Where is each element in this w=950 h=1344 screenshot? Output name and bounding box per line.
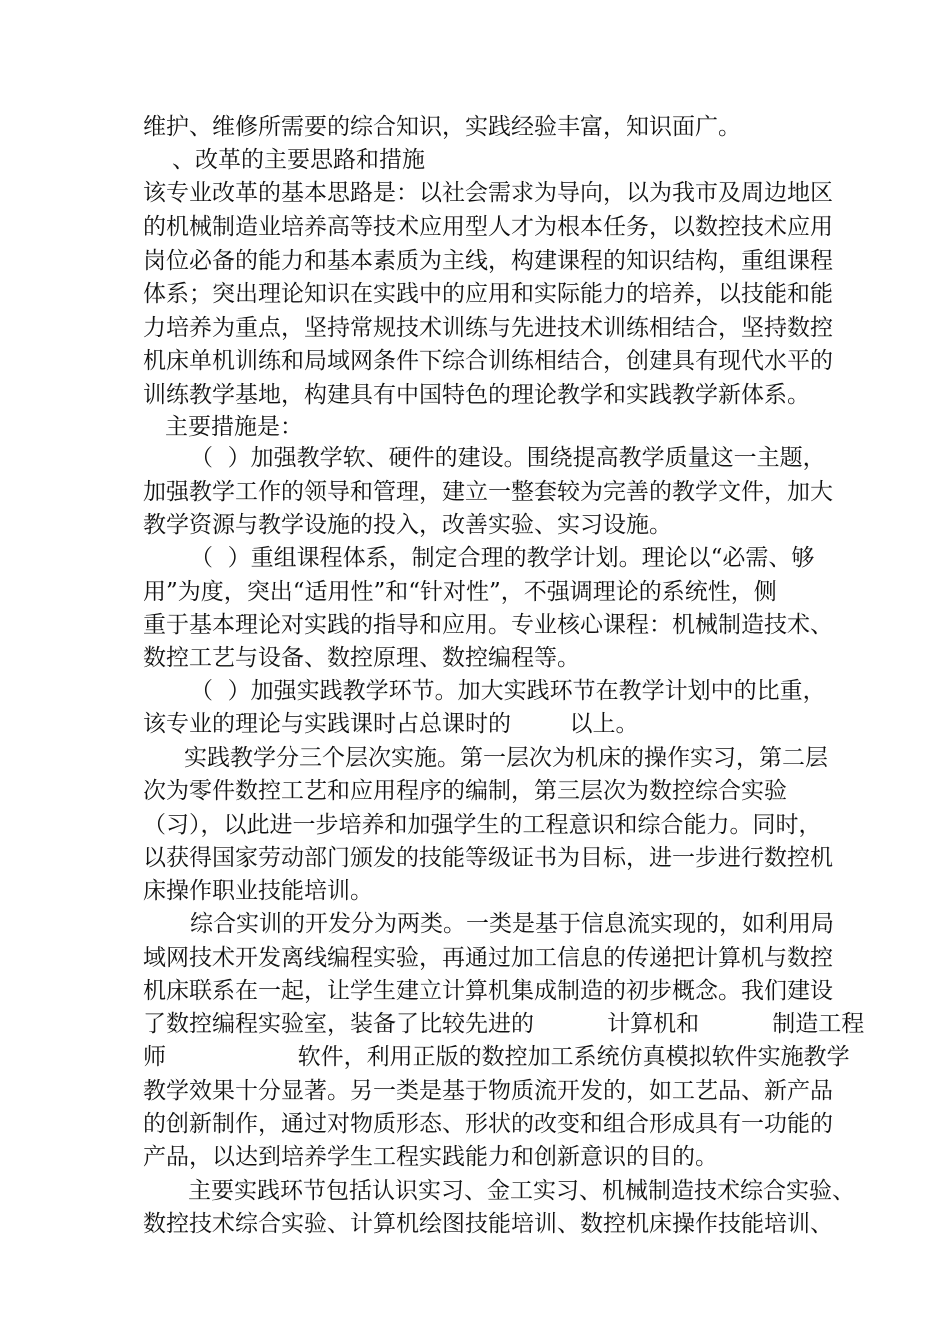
text-line: 加强教学工作的领导和管理，建立一整套较为完善的教学文件，加大 (143, 479, 833, 505)
text-line: 主要实践环节包括认识实习、金工实习、机械制造技术综合实验、 (188, 1178, 855, 1204)
text-line: 岗位必备的能力和基本素质为主线，构建课程的知识结构，重组课程 (143, 248, 833, 274)
text-line: 以获得国家劳动部门颁发的技能等级证书为目标，进一步进行数控机 (143, 845, 833, 871)
text-line: 域网技术开发离线编程实验，再通过加工信息的传递把计算机与数控 (143, 945, 833, 971)
text-line: （ ）加强教学软、硬件的建设。围绕提高教学质量这一主题， (190, 445, 826, 471)
text-line: 主要措施是： (165, 414, 303, 440)
text-line: （ ）加强实践教学环节。加大实践环节在教学计划中的比重， (190, 678, 826, 704)
text-line: 体系；突出理论知识在实践中的应用和实际能力的培养，以技能和能 (143, 281, 833, 307)
text-line: 该专业改革的基本思路是：以社会需求为导向，以为我市及周边地区 (143, 180, 833, 206)
text-line: 机床联系在一起，让学生建立计算机集成制造的初步概念。我们建设 (143, 978, 833, 1004)
text-line: 综合实训的开发分为两类。一类是基于信息流实现的，如利用局 (190, 911, 834, 937)
text-line: 力培养为重点，坚持常规技术训练与先进技术训练相结合，坚持数控 (143, 315, 833, 341)
text-line: 师 软件，利用正版的数控加工系统仿真模拟软件实施教学 (143, 1044, 850, 1070)
text-line: （ ）重组课程体系，制定合理的教学计划。理论以“必需、够 (190, 545, 815, 571)
text-line: 机床单机训练和局域网条件下综合训练相结合，创建具有现代水平的 (143, 348, 833, 374)
text-line: 床操作职业技能培训。 (143, 878, 373, 904)
section-heading: 、改革的主要思路和措施 (172, 147, 425, 173)
text-line: 数控技术综合实验、计算机绘图技能培训、数控机床操作技能培训、 (143, 1211, 833, 1237)
text-line: 教学资源与教学设施的投入，改善实验、实习设施。 (143, 512, 672, 538)
text-line: 教学效果十分显著。另一类是基于物质流开发的，如工艺品、新产品 (143, 1078, 833, 1104)
text-line: 了数控编程实验室，装备了比较先进的 计算机和 制造工程 (143, 1011, 865, 1037)
text-line: 数控工艺与设备、数控原理、数控编程等。 (143, 645, 580, 671)
text-line: （习），以此进一步培养和加强学生的工程意识和综合能力。同时， (143, 812, 822, 838)
text-line: 次为零件数控工艺和应用程序的编制，第三层次为数控综合实验 (143, 778, 787, 804)
text-line: 训练教学基地，构建具有中国特色的理论教学和实践教学新体系。 (143, 382, 810, 408)
text-line: 实践教学分三个层次实施。第一层次为机床的操作实习，第二层 (184, 745, 828, 771)
text-line: 的机械制造业培养高等技术应用型人才为根本任务，以数控技术应用 (143, 214, 833, 240)
text-line: 的创新制作，通过对物质形态、形状的改变和组合形成具有一功能的 (143, 1111, 833, 1137)
text-line: 重于基本理论对实践的指导和应用。专业核心课程：机械制造技术、 (143, 612, 833, 638)
text-line: 维护、维修所需要的综合知识，实践经验丰富，知识面广。 (143, 114, 741, 140)
text-line: 用”为度，突出“适用性”和“针对性”，不强调理论的系统性，侧 (143, 579, 777, 605)
text-line: 产品，以达到培养学生工程实践能力和创新意识的目的。 (143, 1144, 718, 1170)
text-line: 该专业的理论与实践课时占总课时的 以上。 (143, 711, 639, 737)
